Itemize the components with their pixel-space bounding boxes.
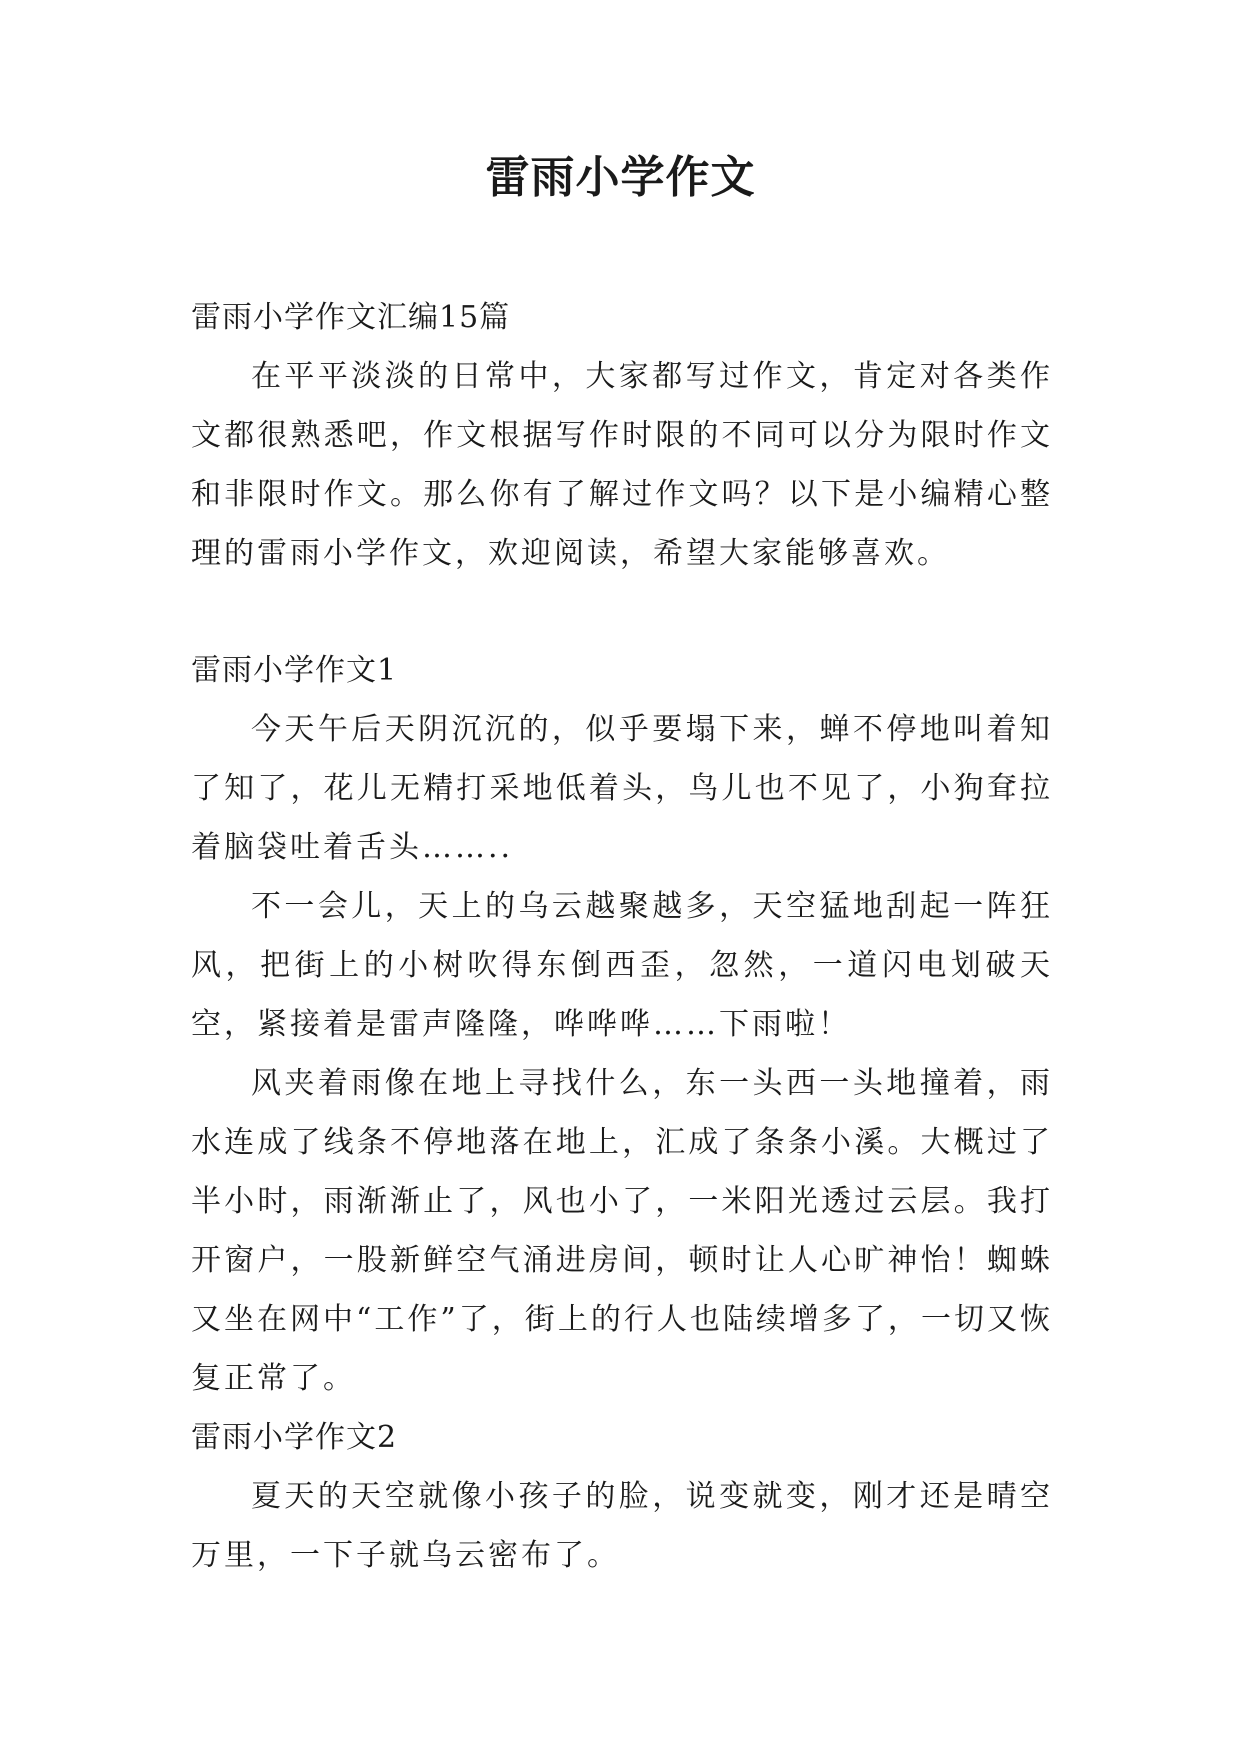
essay-2-heading: 雷雨小学作文2 bbox=[191, 1420, 398, 1455]
essay-1-heading: 雷雨小学作文1 bbox=[191, 653, 398, 688]
essay-1-paragraph-1: 今天午后天阴沉沉的，似乎要塌下来，蝉不停地叫着知了知了，花儿无精打采地低着头，鸟儿也不见了，小狗耷拉着脑袋吐着舌头…….. bbox=[191, 712, 1053, 865]
intro-paragraph: 在平平淡淡的日常中，大家都写过作文，肯定对各类作文都很熟悉吧，作文根据写作时限的不同可以分为限时作文和非限时作文。那么你有了解过作文吗？以下是小编精心整理的雷雨小学作文，欢迎阅读，希望大家能够喜欢。 bbox=[191, 359, 1053, 571]
section-spacer bbox=[191, 583, 1053, 641]
essay-1-paragraph-2: 不一会儿，天上的乌云越聚越多，天空猛地刮起一阵狂风，把街上的小树吹得东倒西歪，忽然，一道闪电划破天空，紧接着是雷声隆隆，哗哗哗……下雨啦！ bbox=[191, 889, 1053, 1042]
essay-1-paragraph-3: 风夹着雨像在地上寻找什么，东一头西一头地撞着，雨水连成了线条不停地落在地上，汇成了条条小溪。大概过了半小时，雨渐渐止了，风也小了，一米阳光透过云层。我打开窗户，一股新鲜空气涌进房间，顿时让人心旷神怡！蜘蛛又坐在网中“工作”了，街上的行人也陆续增多了，一切又恢复正常了。 bbox=[191, 1066, 1053, 1396]
essay-2-paragraph-1: 夏天的天空就像小孩子的脸，说变就变，刚才还是晴空万里，一下子就乌云密布了。 bbox=[191, 1479, 1053, 1573]
document-body bbox=[191, 288, 1053, 1585]
intro-heading: 雷雨小学作文汇编15篇 bbox=[191, 300, 511, 335]
page-title: 雷雨小学作文 bbox=[485, 152, 756, 203]
